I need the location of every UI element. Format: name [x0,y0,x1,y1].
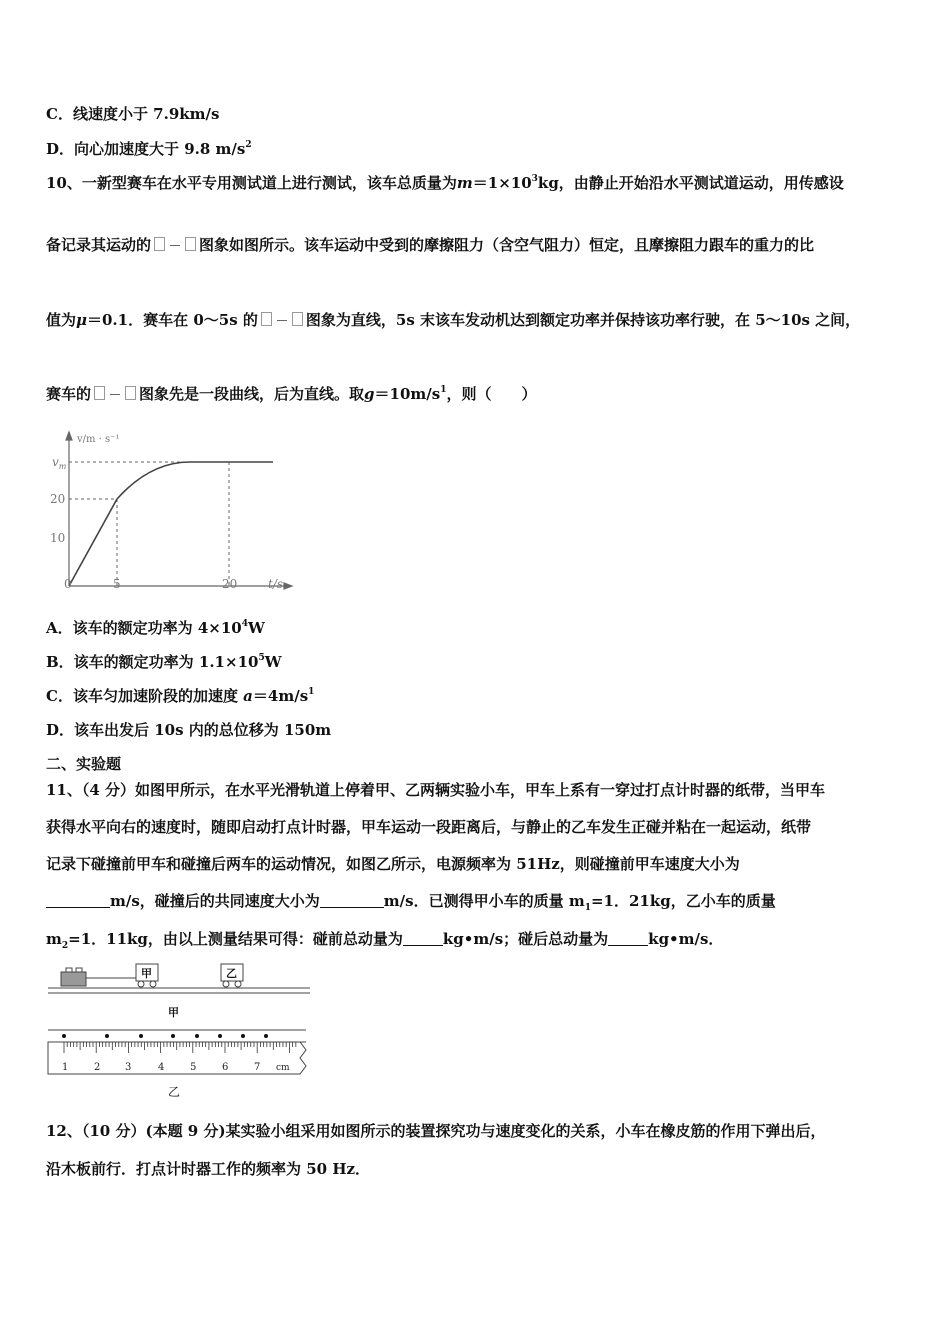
q11-line-2: 获得水平向右的速度时，随即启动打点计时器，甲车运动一段距离后，与静止的乙车发生正碰并粘在一起运动，纸带 [46,818,812,836]
x-axis-arrow [284,583,292,589]
answer-blank-1[interactable] [46,907,110,908]
q11-line-3: 记录下碰撞前甲车和碰撞后两车的运动情况，如图乙所示，电源频率为 51Hz，则碰撞前甲车速度大小为 [46,855,740,873]
figure-b-caption: 乙 [168,1085,181,1099]
q12-line-1: 12、（10 分）(本题 9 分)某实验小组采用如图所示的装置探究功与速度变化的关系，小车在橡皮筋的作用下弹出后， [46,1122,826,1140]
tape-dot [264,1034,268,1038]
wheel-icon [138,981,144,987]
timer-icon [61,972,86,986]
q12-line-2: 沿木板前行．打点计时器工作的频率为 50 Hz． [46,1160,371,1178]
origin-label: 0 [64,577,72,591]
wheel-icon [150,981,156,987]
answer-blank-2[interactable] [320,907,384,908]
q10-line-3: 值为μ＝0.1．赛车在 0～5s 的 图象为直线，5s 末该车发动机达到额定功率并保持该功率行驶，在 5～10s 之间， [46,311,861,329]
section-title: 二、实验题 [46,755,122,773]
q10-line-4: 赛车的 图象先是一段曲线，后为直线。取$g=10m/s^1$，则（ ） [46,385,537,403]
q11-line-4: m/s，碰撞后的共同速度大小为 m/s．已测得甲小车的质量 $m_1=1$．21kg，乙小车的质量 [46,890,776,911]
q10-line-2: 备记录其运动的 图象如图所示。该车运动中受到的摩擦阻力（含空气阻力）恒定，且摩擦阻力跟车的重力的比 [46,236,815,254]
answer-blank-4[interactable] [608,945,648,946]
tape-dot [218,1034,222,1038]
x-tick-20: 20 [222,577,238,591]
cart-b-label: 乙 [226,967,237,980]
cart-a-label: 甲 [141,967,152,980]
missing-glyph-icon [185,237,196,251]
missing-glyph-icon [154,237,165,251]
tape-dot [62,1034,66,1038]
missing-glyph-icon [292,312,303,326]
ruler-number: 4 [158,1062,165,1073]
timer-knob [76,968,82,972]
timer-knob [66,968,72,972]
ruler-ticks [64,1042,296,1053]
missing-glyph-icon [261,312,272,326]
tape-dot [105,1034,109,1038]
y-tick-20: 20 [50,492,66,506]
ruler-unit: cm [276,1063,290,1073]
q10-option-c: C．该车匀加速阶段的加速度 $a=4m/s^1$ [46,687,315,705]
wheel-icon [223,981,229,987]
answer-blank-3[interactable] [403,945,443,946]
ruler-number: 1 [62,1062,69,1073]
q10-option-b: B．该车的额定功率为 $1.1\times 10^5W$ [46,653,282,671]
q9-option-d: D．向心加速度大于 9.8 $m/s^2$ [46,140,252,158]
vm-label: $v_m$ [52,455,67,471]
missing-glyph-icon [125,386,136,400]
tape-dots [62,1034,268,1038]
q10-option-d: D．该车出发后 10s 内的总位移为 150m [46,721,332,739]
tape-dot [171,1034,175,1038]
q9-option-c: C．线速度小于 7.9km/s [46,105,220,123]
tape-dot [195,1034,199,1038]
ruler-numbers [62,1062,290,1073]
velocity-curve [69,462,273,586]
tape-dot [241,1034,245,1038]
y-axis-arrow [66,432,72,440]
q11-line-1: 11、（4 分）如图甲所示，在水平光滑轨道上停着甲、乙两辆实验小车，甲车上系有一穿过打点计时器的纸带，当甲车 [46,781,826,799]
y-tick-10: 10 [50,531,66,545]
tape-dot [139,1034,143,1038]
ruler-number: 6 [222,1062,229,1073]
figure-a-caption: 甲 [168,1006,179,1019]
ruler-number: 5 [190,1062,197,1073]
ruler-number: 3 [125,1062,132,1073]
ruler-number: 7 [254,1062,261,1073]
q11-line-5: $m_2=1$．11kg，由以上测量结果可得：碰前总动量为 kg•m/s；碰后总动量为 kg•m/s． [46,930,724,951]
wheel-icon [235,981,241,987]
y-axis-label: v/m · s⁻¹ [77,434,120,445]
q10-line-1: 10、一新型赛车在水平专用测试道上进行测试，该车总质量为$m=1\times 10^3kg$，由静止开始沿水平测试道运动，用传感设 [46,174,844,192]
experiment-figure [44,958,314,1100]
ruler-number: 2 [94,1062,101,1073]
missing-glyph-icon [94,386,105,400]
x-axis-label: t/s [268,577,284,591]
x-tick-5: 5 [113,577,121,591]
q10-option-a: A．该车的额定功率为 $4\times 10^4W$ [46,619,265,637]
velocity-time-graph [40,428,300,598]
